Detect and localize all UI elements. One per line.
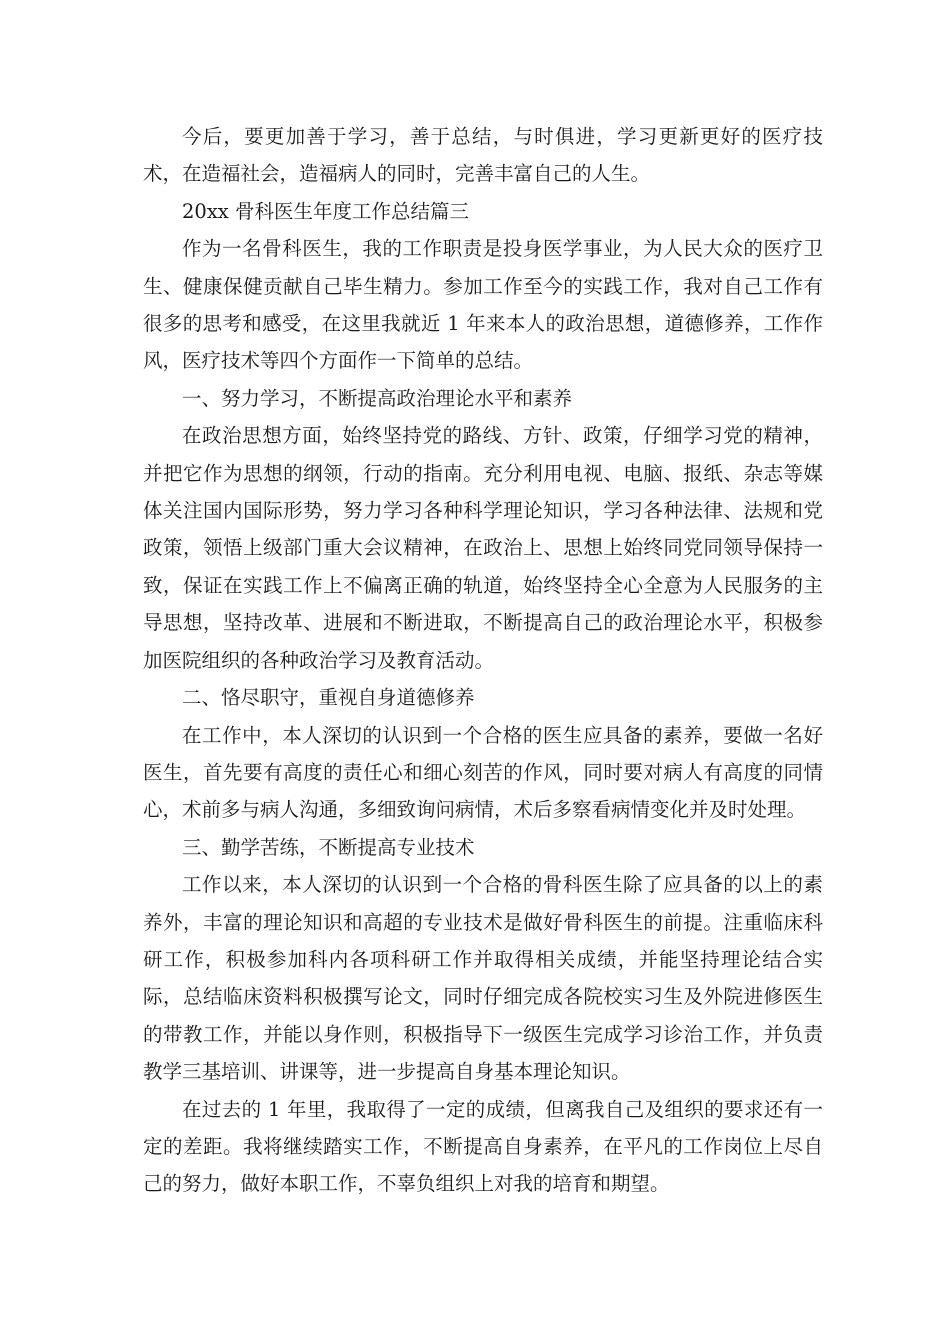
political-paragraph: 在政治思想方面，始终坚持党的路线、方针、政策，仔细学习党的精神，并把它作为思想的纲领，行动的指南。充分利用电视、电脑、报纸、杂志等媒体关注国内国际形势，努力学习各种科学理论知识，学习各种法律、法规和党政策，领悟上级部门重大会议精神，在政治上、思想上始终同党同领导保持一致，保证在实践工作上不偏离正确的轨道，始终坚持全心全意为人民服务的主导思想，坚持改革、进展和不断进取，不断提高自己的政治理论水平，积极参加医院组织的各种政治学习及教育活动。 (143, 424, 823, 672)
moral-paragraph: 在工作中，本人深切的认识到一个合格的医生应具备的素养，要做一名好医生，首先要有高度的责任心和细心刻苦的作风，同时要对病人有高度的同情心，术前多与病人沟通，多细致询问病情，术后多察看病情变化并及时处理。 (143, 723, 823, 822)
skills-paragraph: 工作以来，本人深切的认识到一个合格的骨科医生除了应具备的以上的素养外，丰富的理论知识和高超的专业技术是做好骨科医生的前提。注重临床科研工作，积极参加科内各项科研工作并取得相关成绩，并能坚持理论结合实际，总结临床资料积极撰写论文，同时仔细完成各院校实习生及外院进修医生的带教工作，并能以身作则，积极指导下一级医生完成学习诊治工作，并负责教学三基培训、讲课等，进一步提高自身基本理论知识。 (143, 873, 823, 1084)
intro-paragraph: 作为一名骨科医生，我的工作职责是投身医学事业，为人民大众的医疗卫生、健康保健贡献自己毕生精力。参加工作至今的实践工作，我对自己工作有很多的思考和感受，在这里我就近 1 年来本人的政治思想，道德修养，工作作风，医疗技术等四个方面作一下简单的总结。 (143, 237, 823, 373)
heading-moral-cultivation: 二、恪尽职守，重视自身道德修养 (182, 686, 475, 710)
heading-professional-skills: 三、勤学苦练，不断提高专业技术 (182, 835, 475, 859)
conclusion-paragraph: 在过去的 1 年里，我取得了一定的成绩，但离我自己及组织的要求还有一定的差距。我将继续踏实工作，不断提高自身素养，在平凡的工作岗位上尽自己的努力，做好本职工作，不辜负组织上对我的培育和期望。 (143, 1097, 823, 1196)
closing-paragraph: 今后，要更加善于学习，善于总结，与时俱进，学习更新更好的医疗技术，在造福社会，造福病人的同时，完善丰富自己的人生。 (143, 125, 823, 186)
document-body (143, 118, 823, 1203)
heading-political-study: 一、努力学习，不断提高政治理论水平和素养 (182, 386, 573, 410)
section-title: 20xx 骨科医生年度工作总结篇三 (182, 199, 470, 223)
